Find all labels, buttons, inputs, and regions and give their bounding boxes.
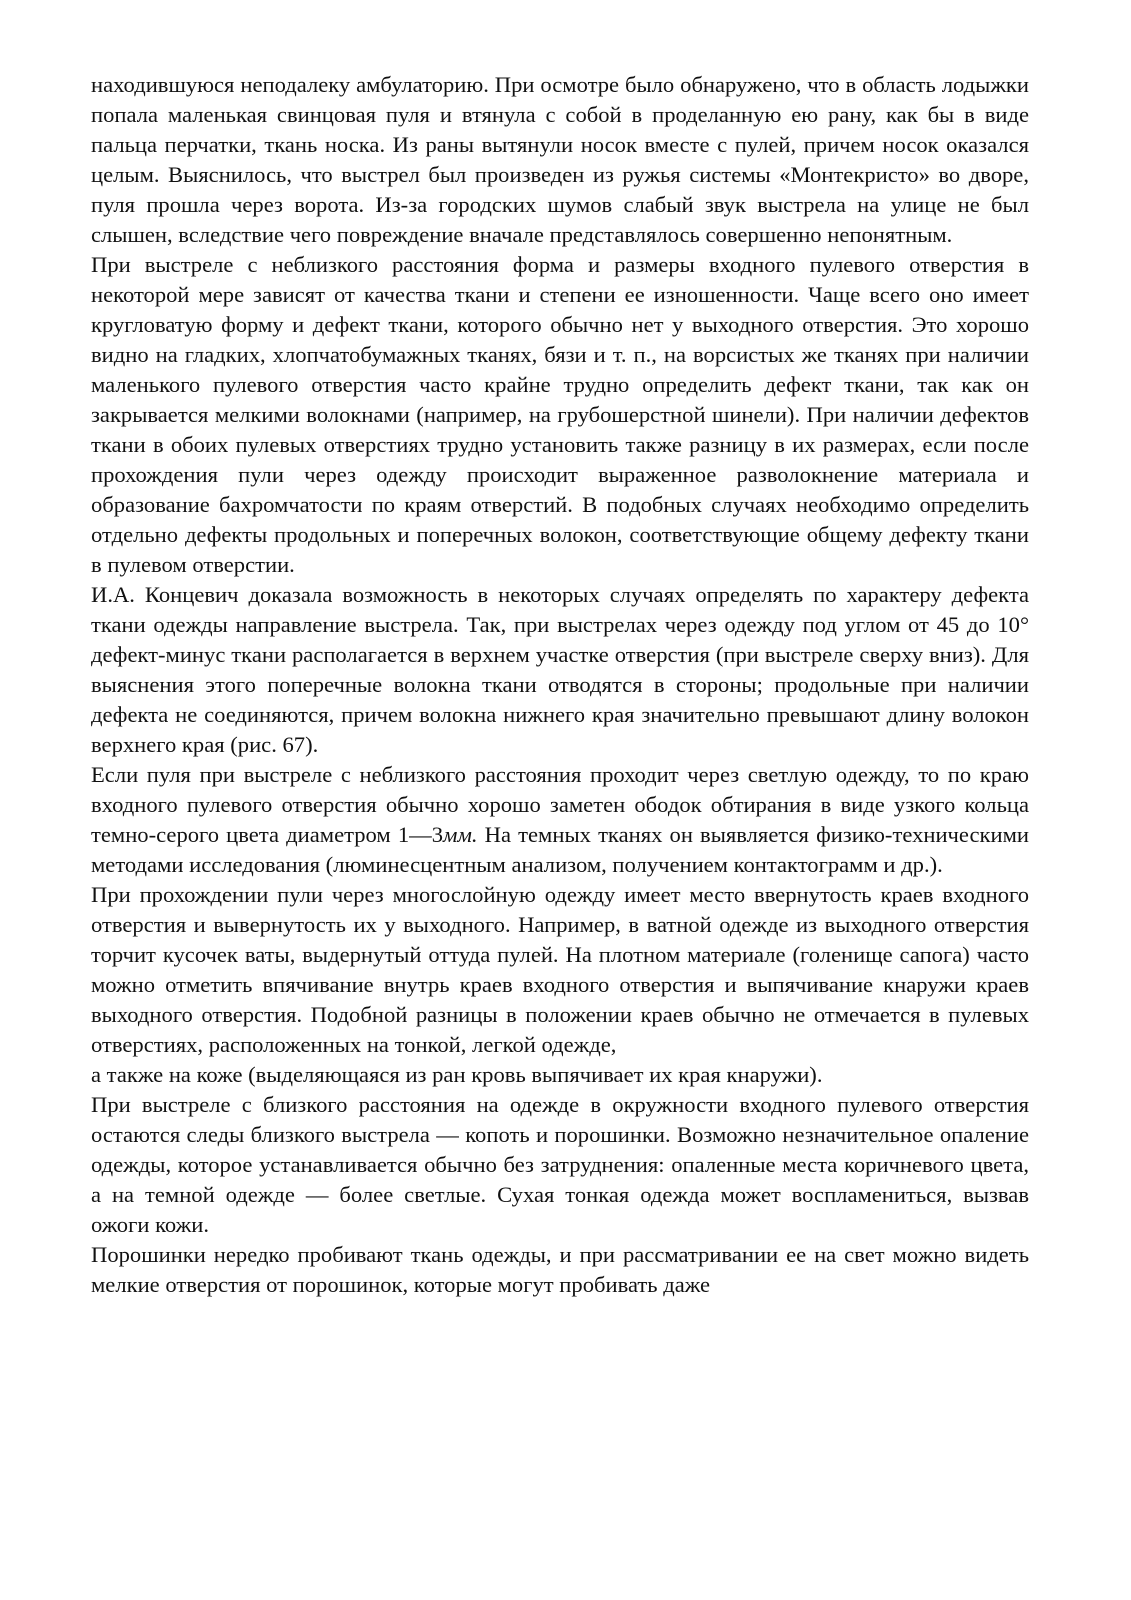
paragraph-7: При выстреле с близкого расстояния на одежде в окружности входного пулевого отверстия остаются следы близкого выстрела — копоть и порошинки. Возможно незначительное опаление одежды, которое устанавливается обычно без затруднения: опаленные места коричневого цвета, а на темной одежде — более светлые. Сухая тонкая одежда может воспламениться, вызвав ожоги кожи. bbox=[91, 1092, 1029, 1237]
paragraph-3: И.А. Концевич доказала возможность в некоторых случаях определять по характеру дефекта ткани одежды направление выстрела. Так, при выстрелах через одежду под углом от 45 до 10° дефект-минус ткани располагается в верхнем участке отверстия (при выстреле сверху вниз). Для выяснения этого поперечные волокна ткани отводятся в стороны; продольные при наличии дефекта не соединяются, причем волокна нижнего края значительно превышают длину волокон верхнего края (рис. 67). bbox=[91, 582, 1029, 757]
paragraph-4 bbox=[91, 760, 1029, 880]
paragraph-2: При выстреле с неблизкого расстояния форма и размеры входного пулевого отверстия в некоторой мере зависят от качества ткани и степени ее изношенности. Чаще всего оно имеет кругловатую форму и дефект ткани, которого обычно нет у выходного отверстия. Это хорошо видно на гладких, хлопчатобумажных тканях, бязи и т. п., на ворсистых же тканях при наличии маленького пулевого отверстия часто крайне трудно определить дефект ткани, так как он закрывается мелкими волокнами (например, на грубошерстной шинели). При наличии дефектов ткани в обоих пулевых отверстиях трудно установить также разницу в их размерах, если после прохождения пули через одежду происходит выраженное разволокнение материала и образование бахромчатости по краям отверстий. В подобных случаях необходимо определить отдельно дефекты продольных и поперечных волокон, соответствующие общему дефекту ткани в пулевом отверстии. bbox=[91, 252, 1029, 577]
paragraph-6: а также на коже (выделяющаяся из ран кровь выпячивает их края кнаружи). bbox=[91, 1062, 823, 1087]
paragraph-4-text-b: На темных тканях он выявляется физико-техническими методами исследования (люминесцентным анализом, получением контактограмм и др.). bbox=[91, 822, 1029, 877]
paragraph-1: находившуюся неподалеку амбулаторию. При осмотре было обнаружено, что в область лодыжки попала маленькая свинцовая пуля и втянула с собой в проделанную ею рану, как бы в виде пальца перчатки, ткань носка. Из раны вытянули носок вместе с пулей, причем носок оказался целым. Выяснилось, что выстрел был произведен из ружья системы «Монтекристо» во дворе, пуля прошла через ворота. Из-за городских шумов слабый звук выстрела на улице не был слышен, вследствие чего повреждение вначале представлялось совершенно непонятным. bbox=[91, 72, 1029, 247]
paragraph-4-text-a: Если пуля при выстреле с неблизкого расстояния проходит через светлую одежду, то по краю входного пулевого отверстия обычно хорошо заметен ободок обтирания в виде узкого кольца темно-серого цвета диаметром 1—3 bbox=[91, 762, 1029, 847]
document-page bbox=[91, 70, 1029, 1300]
unit-mm: мм. bbox=[443, 822, 478, 847]
paragraph-5: При прохождении пули через многослойную одежду имеет место ввернутость краев входного отверстия и вывернутость их у выходного. Например, в ватной одежде из выходного отверстия торчит кусочек ваты, выдернутый оттуда пулей. На плотном материале (голенище сапога) часто можно отметить впячивание внутрь краев входного отверстия и выпячивание кнаружи краев выходного отверстия. Подобной разницы в положении краев обычно не отмечается в пулевых отверстиях, расположенных на тонкой, легкой одежде, bbox=[91, 882, 1029, 1057]
paragraph-8: Порошинки нередко пробивают ткань одежды, и при рассматривании ее на свет можно видеть мелкие отверстия от порошинок, которые могут пробивать даже bbox=[91, 1242, 1029, 1297]
